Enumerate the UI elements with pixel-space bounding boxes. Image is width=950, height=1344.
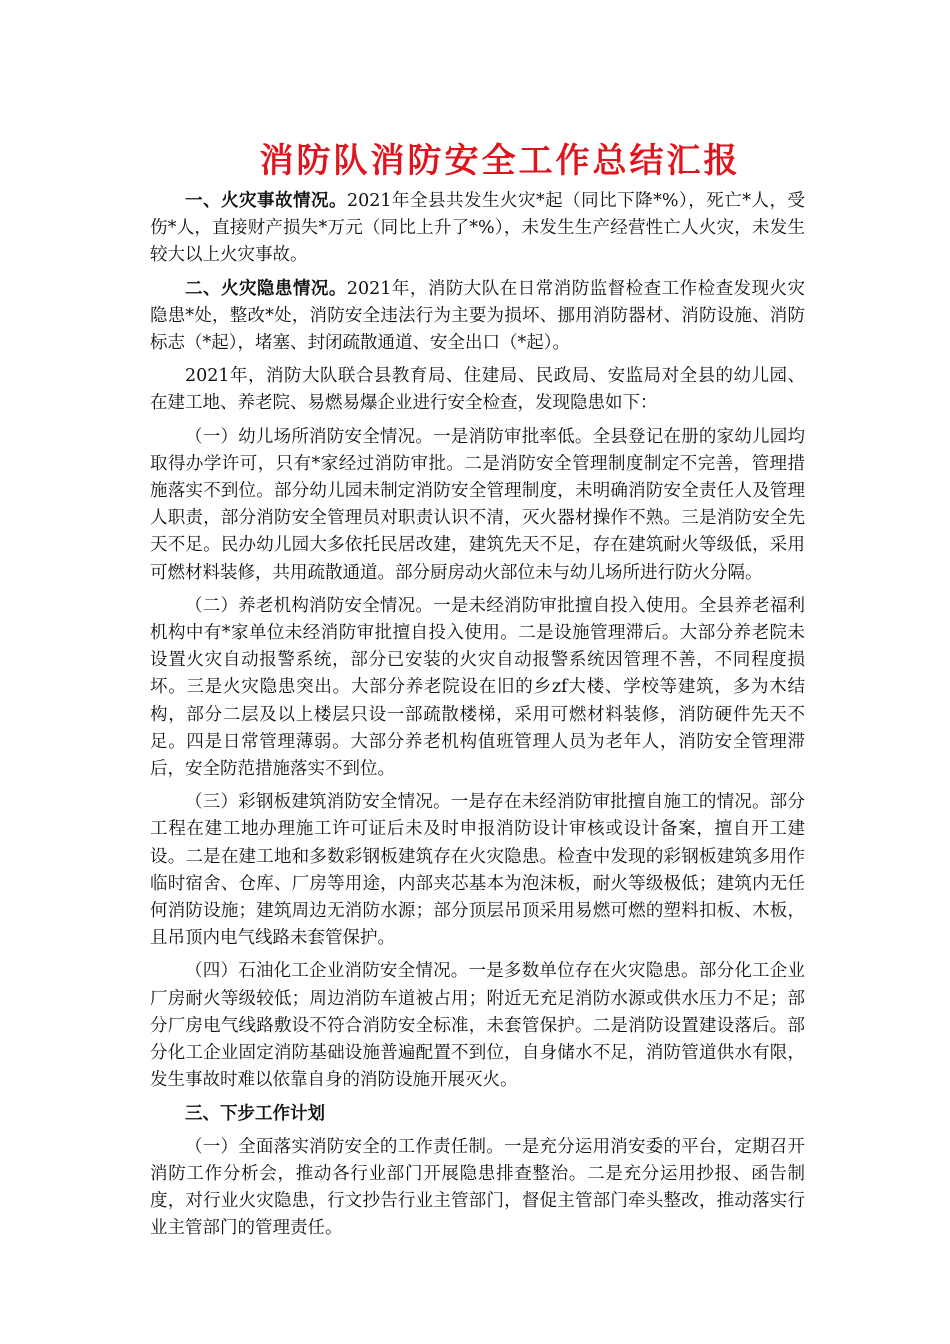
paragraph-text: （三）彩钢板建筑消防安全情况。一是存在未经消防审批擅自施工的情况。部分工程在建工地办理施工许可证后未及时申报消防设计审核或设计备案，擅自开工建设。二是在建工地和多数彩钢板建筑存在火灾隐患。检查中发现的彩钢板建筑多用作临时宿舍、仓库、厂房等用途，内部夹芯基本为泡沫板，耐火等级极低；建筑内无任何消防设施；建筑周边无消防水源；部分顶层吊顶采用易燃可燃的塑料扣板、木板，且吊顶内电气线路未套管保护。 [150, 792, 805, 949]
paragraph-petrochemical-safety [150, 958, 805, 1094]
paragraph-text: 2021年，消防大队在日常消防监督检查工作检查发现火灾隐患*处，整改*处，消防安全违法行为主要为损坏、挪用消防器材、消防设施、消防标志（*起），堵塞、封闭疏散通道、安全出口（*起）。 [150, 278, 806, 354]
paragraph-joint-inspection [150, 363, 805, 417]
paragraph-text: （二）养老机构消防安全情况。一是未经消防审批擅自投入使用。全县养老福利机构中有*家单位未经消防审批擅自投入使用。二是设施管理滞后。大部分养老院未设置火灾自动报警系统，部分已安装的火灾自动报警系统因管理不善，不同程度损坏。三是火灾隐患突出。大部分养老院设在旧的乡zf大楼、学校等建筑，多为木结构，部分二层及以上楼层只设一部疏散楼梯，采用可燃材料装修，消防硬件先天不足。四是日常管理薄弱。大部分养老机构值班管理人员为老年人，消防安全管理滞后，安全防范措施落实不到位。 [150, 595, 805, 780]
section-heading-fire-hazards: 二、火灾隐患情况。 [185, 278, 347, 299]
paragraph-text: 2021年全县共发生火灾*起（同比下降*%），死亡*人，受伤*人，直接财产损失*万元（同比上升了*%），未发生生产经营性亡人火灾，未发生较大以上火灾事故。 [150, 191, 805, 266]
paragraph-text: （一）幼儿场所消防安全情况。一是消防审批率低。全县登记在册的家幼儿园均取得办学许可，只有*家经过消防审批。二是消防安全管理制度制定不完善，管理措施落实不到位。部分幼儿园未制定消防安全管理制度，未明确消防安全责任人及管理人职责，部分消防安全管理员对职责认识不清，灭火器材操作不熟。三是消防安全先天不足。民办幼儿园大多依托民居改建，建筑先天不足，存在建筑耐火等级低，采用可燃材料装修，共用疏散通道。部分厨房动火部位未与幼儿场所进行防火分隔。 [150, 426, 805, 583]
section-heading-fire-accidents: 一、火灾事故情况。 [185, 191, 347, 211]
paragraph-text: 2021年，消防大队联合县教育局、住建局、民政局、安监局对全县的幼儿园、在建工地、养老院、易燃易爆企业进行安全检查，发现隐患如下： [150, 366, 805, 414]
paragraph-responsibility-system [150, 1134, 805, 1243]
paragraph-fire-accidents [150, 188, 805, 270]
document-body [150, 188, 805, 1249]
paragraph-kindergarten-safety [150, 424, 805, 587]
section-heading-next-steps [150, 1101, 805, 1128]
paragraph-elderly-care-safety [150, 593, 805, 783]
document-title: 消防队消防安全工作总结汇报 [259, 141, 741, 181]
paragraph-text: （四）石油化工企业消防安全情况。一是多数单位存在火灾隐患。部分化工企业厂房耐火等级较低；周边消防车道被占用；附近无充足消防水源或供水压力不足；部分厂房电气线路敷设不符合消防安全标准，未套管保护。二是消防设置建设落后。部分化工企业固定消防基础设施普遍配置不到位，自身储水不足，消防管道供水有限，发生事故时难以依靠自身的消防设施开展灭火。 [150, 961, 805, 1091]
paragraph-fire-hazards [150, 276, 805, 358]
paragraph-text: （一）全面落实消防安全的工作责任制。一是充分运用消安委的平台，定期召开消防工作分析会，推动各行业部门开展隐患排查整治。二是充分运用抄报、函告制度，对行业火灾隐患，行文抄告行业主管部门，督促主管部门牵头整改，推动落实行业主管部门的管理责任。 [150, 1136, 805, 1239]
section-heading-text: 三、下步工作计划 [185, 1103, 325, 1124]
paragraph-steel-building-safety [150, 789, 805, 952]
